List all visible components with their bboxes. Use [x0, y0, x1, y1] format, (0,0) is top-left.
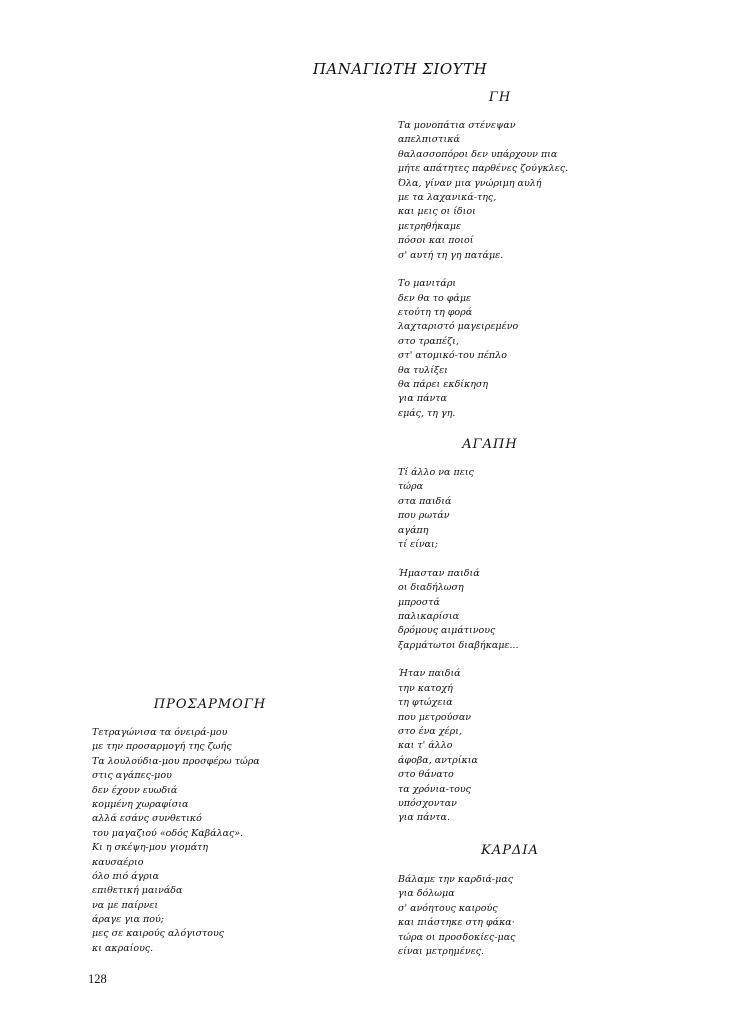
poem-line: ετούτη τη φορά	[398, 307, 473, 319]
poem-line	[398, 263, 568, 277]
poem-line: με τα λαχανικά-της,	[398, 191, 497, 203]
poem-line: Τετραγώνισα τα όνειρά-μου	[92, 727, 228, 738]
poem-line: και πιάστηκε στη φάκα·	[398, 917, 515, 929]
poem-line: σ' ανόητους καιρούς	[398, 902, 498, 914]
poem-line: στο τραπέζι,	[398, 335, 459, 347]
poem-line: την κατοχή	[398, 682, 453, 694]
poem-title-kardia: ΚΑΡΔΙΑ	[481, 843, 539, 858]
poem-line: να με παίρνει	[92, 899, 159, 911]
poem-line: Βάλαμε την καρδιά-μας	[398, 874, 514, 885]
poem-line: Ήταν παιδιά	[398, 668, 461, 680]
poem-line: κομμένη χωραφίσια	[92, 798, 189, 810]
poem-line: που μετρούσαν	[398, 711, 472, 723]
poem-line: ξαρμάτωτοι διαβήκαμε...	[398, 639, 519, 651]
poem-line: τί είναι;	[398, 538, 438, 550]
poem-line: υπόσχονταν	[398, 797, 457, 809]
author-heading: ΠΑΝΑΓΙΩΤΗ ΣΙΟΥΤΗ	[312, 60, 488, 78]
poem-line: με την προσαρμογή της ζωής	[92, 741, 232, 753]
poem-line: για πάντα	[398, 393, 447, 405]
poem-line: άραγε για πού;	[92, 914, 164, 926]
poem-line: δεν έχουν ευωδιά	[92, 784, 178, 796]
poem-line: άφοβα, αντρίκια	[398, 754, 478, 766]
poem-line: Τί άλλο να πεις	[398, 467, 474, 478]
poem-line: δρόμους αιμάτινους	[398, 625, 496, 637]
poem-title-prosarmogi: ΠΡΟΣΑΡΜΟΓΗ	[153, 697, 267, 712]
poem-body-kardia	[398, 873, 515, 959]
poem-line: στο θάνατο	[398, 769, 454, 781]
poem-line: καυσαέριο	[92, 856, 144, 868]
poem-line: Τα μονοπάτια στένεψαν	[398, 120, 516, 131]
poem-line: θα τυλίξει	[398, 364, 448, 376]
poem-line: θαλασσοπόροι δεν υπάρχουν πια	[398, 148, 558, 160]
poem-line: επιθετική μαινάδα	[92, 885, 183, 897]
poem-line: παλικαρίσια	[398, 610, 459, 622]
poem-line: στις αγάπες-μου	[92, 770, 172, 782]
poem-line: απελπιστικά	[398, 134, 460, 146]
poem-line: και τ' άλλο	[398, 740, 453, 752]
poem-line: μες σε καιρούς αλόγιστους	[92, 928, 225, 940]
poem-line: Ήμασταν παιδιά	[398, 567, 480, 579]
poem-body-agapi	[398, 466, 519, 826]
poem-line: για δόλωμα	[398, 888, 455, 900]
poem-line: στ' ατομικό-του πέπλο	[398, 350, 507, 362]
poem-line: μήτε απάτητες παρθένες ζούγκλες.	[398, 163, 569, 175]
page-number: 128	[88, 972, 107, 986]
poem-title-agapi: ΑΓΑΠΗ	[462, 437, 518, 452]
poem-line: στα παιδιά	[398, 495, 452, 507]
poem-line: τώρα οι προσδοκίες-μας	[398, 931, 516, 943]
poem-line: όλο πιό άγρια	[92, 870, 160, 882]
poem-line: οι διαδήλωση	[398, 582, 464, 594]
poem-line: και μεις οι ίδιοι	[398, 206, 476, 218]
poem-line: για πάντα.	[398, 812, 450, 824]
poem-line	[398, 552, 519, 566]
poem-line: αλλά εσάνς συνθετικό	[92, 813, 202, 825]
poem-line: εμάς, τη γη.	[398, 407, 456, 419]
poem-line: αγάπη	[398, 524, 429, 536]
poem-line: Όλα, γίναν μια γνώριμη αυλή	[398, 177, 542, 189]
poem-line: που ρωτάν	[398, 510, 450, 522]
poem-line: τα χρόνια-τους	[398, 783, 471, 795]
poem-line: τώρα	[398, 481, 424, 493]
poem-line: είναι μετρημένες.	[398, 945, 485, 957]
poem-line: Κι η σκέψη-μου γιομάτη	[92, 842, 209, 854]
poem-body-prosarmogi	[92, 726, 260, 956]
poem-line: του μαγαζιού «οδός Καβάλας».	[92, 827, 244, 839]
poem-line: Τα λουλούδια-μου προσφέρω τώρα	[92, 755, 260, 767]
poem-line: λαχταριστό μαγειρεμένο	[398, 321, 519, 333]
poem-line: δεν θα το φάμε	[398, 292, 472, 304]
poem-title-gi: ΓΗ	[488, 90, 512, 105]
poem-line: Το μανιτάρι	[398, 278, 457, 290]
poem-line: τη φτώχεια	[398, 697, 453, 709]
poem-line: σ' αυτή τη γη πατάμε.	[398, 249, 504, 261]
poem-line: μπροστά	[398, 596, 440, 608]
poem-body-gi	[398, 119, 568, 421]
poem-line: μετρηθήκαμε	[398, 220, 462, 232]
poem-line: πόσοι και ποιοί	[398, 235, 474, 247]
poem-line: θα πάρει εκδίκηση	[398, 379, 489, 391]
poem-line	[398, 653, 519, 667]
poem-line: στο ένα χέρι,	[398, 726, 462, 738]
poem-line: κι ακραίους.	[92, 942, 154, 954]
